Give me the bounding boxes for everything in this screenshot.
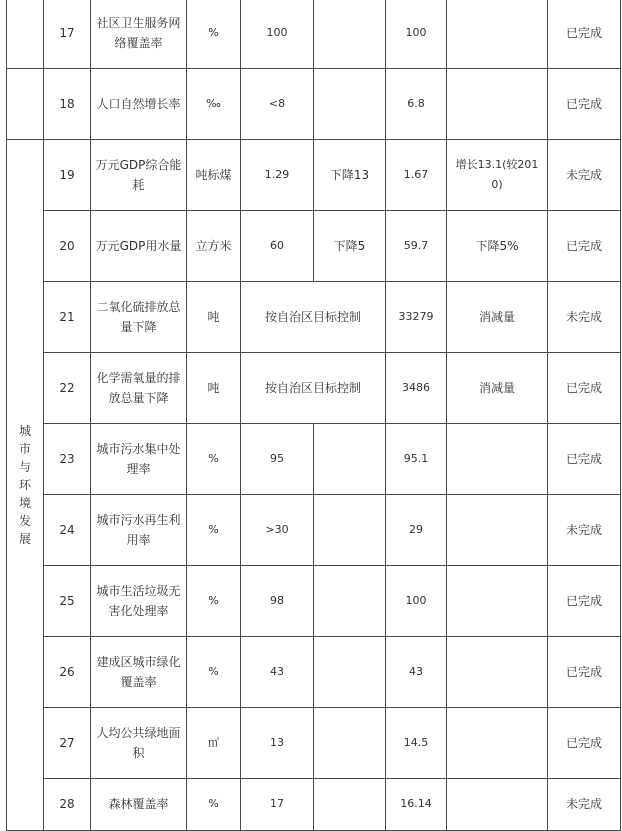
row-number: 22 xyxy=(44,352,91,423)
target-cell: 13 xyxy=(241,707,314,778)
row-number: 21 xyxy=(44,281,91,352)
target-merged-cell: 按自治区目标控制 xyxy=(241,281,386,352)
table-row xyxy=(7,281,621,352)
status-cell: 已完成 xyxy=(548,423,621,494)
unit-cell: % xyxy=(187,565,241,636)
row-number: 23 xyxy=(44,423,91,494)
row-number: 24 xyxy=(44,494,91,565)
actual-change-cell: 下降5% xyxy=(447,210,548,281)
row-number: 17 xyxy=(44,0,91,68)
actual-cell: 1.67 xyxy=(386,139,447,210)
unit-cell: % xyxy=(187,636,241,707)
table-row xyxy=(7,139,621,210)
status-cell: 已完成 xyxy=(548,68,621,139)
indicator-table xyxy=(6,0,621,831)
status-cell: 未完成 xyxy=(548,778,621,830)
indicator-name: 城市污水集中处理率 xyxy=(91,423,187,494)
actual-cell: 29 xyxy=(386,494,447,565)
indicator-name: 森林覆盖率 xyxy=(91,778,187,830)
indicator-name: 二氧化硫排放总量下降 xyxy=(91,281,187,352)
actual-change-cell xyxy=(447,68,548,139)
status-cell: 已完成 xyxy=(548,636,621,707)
row-number: 19 xyxy=(44,139,91,210)
table-row xyxy=(7,210,621,281)
status-cell: 未完成 xyxy=(548,494,621,565)
target-change-cell xyxy=(314,423,386,494)
actual-change-cell: 消减量 xyxy=(447,352,548,423)
actual-cell: 14.5 xyxy=(386,707,447,778)
target-change-cell: 下降13 xyxy=(314,139,386,210)
target-change-cell xyxy=(314,778,386,830)
table-row xyxy=(7,0,621,68)
actual-cell: 43 xyxy=(386,636,447,707)
status-cell: 已完成 xyxy=(548,352,621,423)
category-cell xyxy=(7,139,44,830)
unit-cell: 立方米 xyxy=(187,210,241,281)
target-change-cell xyxy=(314,68,386,139)
unit-cell: ‰ xyxy=(187,68,241,139)
target-cell: <8 xyxy=(241,68,314,139)
actual-cell: 6.8 xyxy=(386,68,447,139)
actual-change-cell xyxy=(447,423,548,494)
actual-change-cell: 增长13.1(较2010) xyxy=(447,139,548,210)
table-row xyxy=(7,352,621,423)
target-change-cell xyxy=(314,494,386,565)
actual-cell: 16.14 xyxy=(386,778,447,830)
actual-cell: 100 xyxy=(386,565,447,636)
status-cell: 已完成 xyxy=(548,0,621,68)
row-number: 20 xyxy=(44,210,91,281)
unit-cell: ㎡ xyxy=(187,707,241,778)
actual-cell: 33279 xyxy=(386,281,447,352)
target-cell: >30 xyxy=(241,494,314,565)
target-change-cell xyxy=(314,565,386,636)
row-number: 28 xyxy=(44,778,91,830)
unit-cell: % xyxy=(187,494,241,565)
indicator-name: 建成区城市绿化覆盖率 xyxy=(91,636,187,707)
unit-cell: % xyxy=(187,0,241,68)
table-row xyxy=(7,565,621,636)
actual-change-cell xyxy=(447,636,548,707)
unit-cell: 吨 xyxy=(187,281,241,352)
target-change-cell xyxy=(314,636,386,707)
actual-change-cell xyxy=(447,0,548,68)
row-number: 27 xyxy=(44,707,91,778)
indicator-name: 社区卫生服务网络覆盖率 xyxy=(91,0,187,68)
target-change-cell xyxy=(314,707,386,778)
target-cell: 60 xyxy=(241,210,314,281)
table-row xyxy=(7,68,621,139)
actual-change-cell xyxy=(447,494,548,565)
category-label: 城市与环境发展 xyxy=(18,423,31,546)
actual-change-cell xyxy=(447,778,548,830)
actual-change-cell xyxy=(447,565,548,636)
target-change-cell xyxy=(314,0,386,68)
indicator-name: 化学需氧量的排放总量下降 xyxy=(91,352,187,423)
actual-change-cell xyxy=(447,707,548,778)
target-cell: 100 xyxy=(241,0,314,68)
unit-cell: 吨 xyxy=(187,352,241,423)
indicator-name: 万元GDP用水量 xyxy=(91,210,187,281)
indicator-name: 城市污水再生利用率 xyxy=(91,494,187,565)
target-cell: 95 xyxy=(241,423,314,494)
actual-cell: 3486 xyxy=(386,352,447,423)
status-cell: 未完成 xyxy=(548,281,621,352)
target-cell: 98 xyxy=(241,565,314,636)
status-cell: 已完成 xyxy=(548,707,621,778)
indicator-name: 万元GDP综合能耗 xyxy=(91,139,187,210)
unit-cell: 吨标煤 xyxy=(187,139,241,210)
table-row xyxy=(7,423,621,494)
actual-cell: 95.1 xyxy=(386,423,447,494)
target-cell: 43 xyxy=(241,636,314,707)
row-number: 25 xyxy=(44,565,91,636)
indicator-name: 人均公共绿地面积 xyxy=(91,707,187,778)
table-row xyxy=(7,636,621,707)
table-row xyxy=(7,778,621,830)
row-number: 18 xyxy=(44,68,91,139)
status-cell: 已完成 xyxy=(548,565,621,636)
actual-cell: 59.7 xyxy=(386,210,447,281)
status-cell: 已完成 xyxy=(548,210,621,281)
actual-cell: 100 xyxy=(386,0,447,68)
target-merged-cell: 按自治区目标控制 xyxy=(241,352,386,423)
status-cell: 未完成 xyxy=(548,139,621,210)
table-row xyxy=(7,494,621,565)
target-cell: 17 xyxy=(241,778,314,830)
category-cell-previous xyxy=(7,0,44,68)
target-cell: 1.29 xyxy=(241,139,314,210)
unit-cell: % xyxy=(187,423,241,494)
actual-change-cell: 消减量 xyxy=(447,281,548,352)
indicator-name: 城市生活垃圾无害化处理率 xyxy=(91,565,187,636)
unit-cell: % xyxy=(187,778,241,830)
table-row xyxy=(7,707,621,778)
target-change-cell: 下降5 xyxy=(314,210,386,281)
category-cell-previous xyxy=(7,68,44,139)
indicator-name: 人口自然增长率 xyxy=(91,68,187,139)
row-number: 26 xyxy=(44,636,91,707)
